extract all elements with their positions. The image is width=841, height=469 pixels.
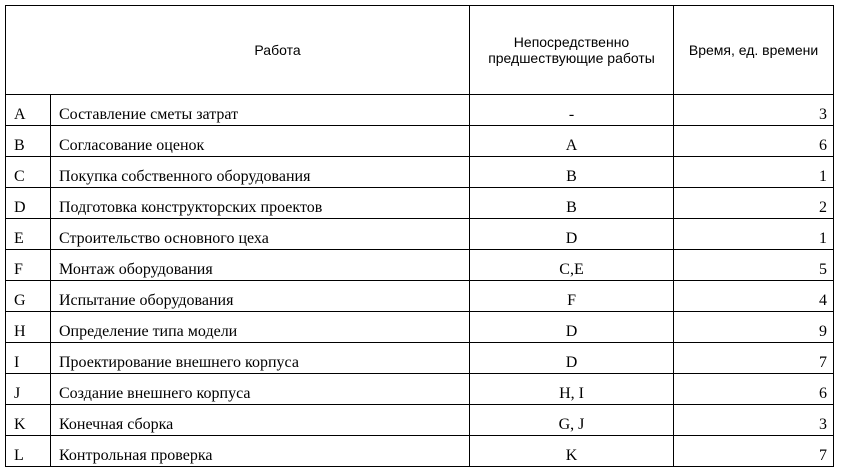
row-predecessors: A [470, 126, 674, 157]
work-table-container [5, 5, 833, 467]
table-row [6, 343, 834, 374]
header-time: Время, ед. времени [674, 6, 834, 95]
table-row [6, 312, 834, 343]
row-code: C [6, 157, 51, 188]
row-code: H [6, 312, 51, 343]
row-predecessors: D [470, 219, 674, 250]
row-code: A [6, 95, 51, 126]
row-predecessors: D [470, 312, 674, 343]
row-predecessors: D [470, 343, 674, 374]
row-code: E [6, 219, 51, 250]
table-row [6, 219, 834, 250]
table-header-row [6, 6, 834, 95]
table-row [6, 95, 834, 126]
table-row [6, 188, 834, 219]
row-predecessors: B [470, 157, 674, 188]
row-code: D [6, 188, 51, 219]
row-work-name: Подготовка конструкторских проектов [51, 188, 470, 219]
row-time: 6 [674, 374, 834, 405]
row-time: 1 [674, 157, 834, 188]
row-work-name: Составление сметы затрат [51, 95, 470, 126]
row-predecessors: F [470, 281, 674, 312]
row-code: I [6, 343, 51, 374]
row-predecessors: - [470, 95, 674, 126]
table-row [6, 126, 834, 157]
row-code: L [6, 436, 51, 467]
header-predecessors: Непосредственно предшествующие работы [470, 6, 674, 95]
row-code: G [6, 281, 51, 312]
row-work-name: Определение типа модели [51, 312, 470, 343]
row-work-name: Конечная сборка [51, 405, 470, 436]
row-predecessors: K [470, 436, 674, 467]
row-time: 7 [674, 343, 834, 374]
row-time: 3 [674, 405, 834, 436]
table-row [6, 157, 834, 188]
row-time: 5 [674, 250, 834, 281]
table-row [6, 281, 834, 312]
row-time: 7 [674, 436, 834, 467]
header-work: Работа [6, 6, 470, 95]
work-table [5, 5, 834, 467]
row-work-name: Согласование оценок [51, 126, 470, 157]
row-code: F [6, 250, 51, 281]
table-row [6, 250, 834, 281]
row-work-name: Покупка собственного оборудования [51, 157, 470, 188]
row-work-name: Проектирование внешнего корпуса [51, 343, 470, 374]
row-time: 1 [674, 219, 834, 250]
row-time: 3 [674, 95, 834, 126]
row-code: B [6, 126, 51, 157]
row-predecessors: G, J [470, 405, 674, 436]
row-work-name: Контрольная проверка [51, 436, 470, 467]
row-predecessors: B [470, 188, 674, 219]
table-row [6, 374, 834, 405]
row-work-name: Строительство основного цеха [51, 219, 470, 250]
row-time: 6 [674, 126, 834, 157]
row-time: 2 [674, 188, 834, 219]
row-work-name: Монтаж оборудования [51, 250, 470, 281]
table-row [6, 436, 834, 467]
row-time: 4 [674, 281, 834, 312]
row-time: 9 [674, 312, 834, 343]
row-code: J [6, 374, 51, 405]
row-work-name: Создание внешнего корпуса [51, 374, 470, 405]
row-code: K [6, 405, 51, 436]
table-body [6, 95, 834, 467]
row-predecessors: H, I [470, 374, 674, 405]
row-predecessors: C,E [470, 250, 674, 281]
row-work-name: Испытание оборудования [51, 281, 470, 312]
table-row [6, 405, 834, 436]
